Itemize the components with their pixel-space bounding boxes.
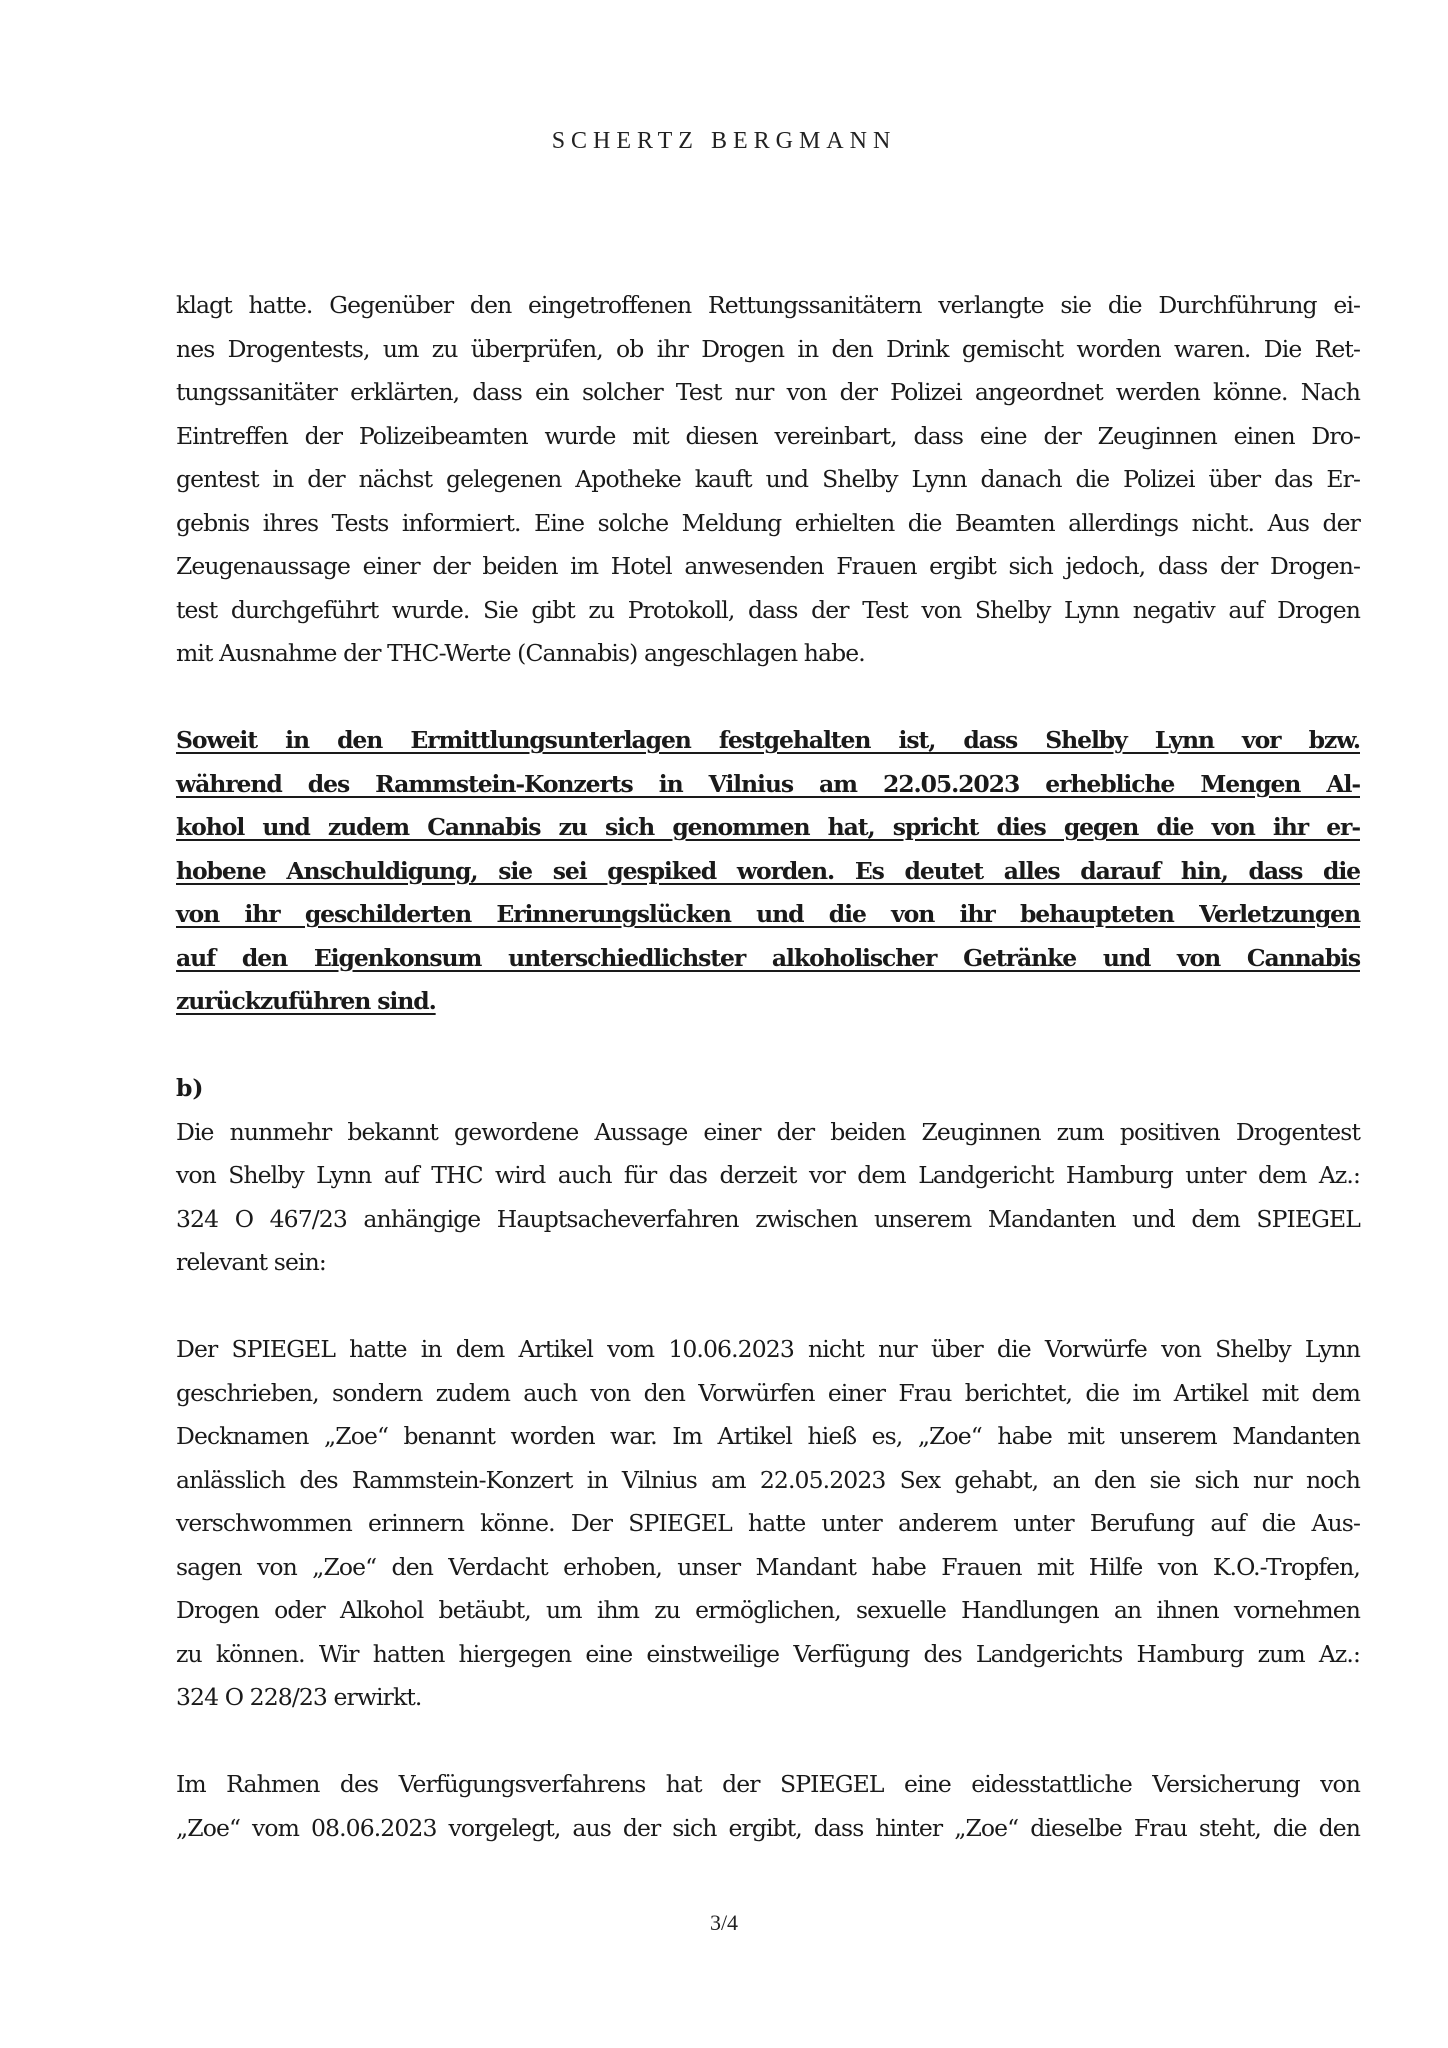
text-line: anlässlich des Rammstein-Konzert in Vilnius am 22.05.2023 Sex gehabt, an den sie sich nur noch bbox=[176, 1465, 1360, 1494]
paragraph-spacer bbox=[176, 1024, 1360, 1068]
text-line: hobene Anschuldigung, sie sei gespiked worden. Es deutet alles darauf hin, dass die bbox=[176, 856, 1360, 885]
text-line: sagen von „Zoe“ den Verdacht erhoben, unser Mandant habe Frauen mit Hilfe von K.O.-Tropfen, bbox=[176, 1552, 1360, 1581]
text-line: Eintreffen der Polizeibeamten wurde mit diesen vereinbart, dass eine der Zeuginnen einen Dro- bbox=[176, 421, 1360, 450]
text-line: Soweit in den Ermittlungsunterlagen festgehalten ist, dass Shelby Lynn vor bzw. bbox=[176, 726, 1360, 754]
text-line: von Shelby Lynn auf THC wird auch für das derzeit vor dem Landgericht Hamburg unter dem Az.: bbox=[176, 1161, 1360, 1189]
text-line: klagt hatte. Gegenüber den eingetroffenen Rettungssanitätern verlangte sie die Durchführung ei- bbox=[176, 291, 1360, 319]
text-line: Zeugenaussage einer der beiden im Hotel anwesenden Frauen ergibt sich jedoch, dass der Drogen- bbox=[176, 552, 1360, 580]
text-line: geschrieben, sondern zudem auch von den Vorwürfen einer Frau berichtet, die im Artikel mit dem bbox=[176, 1378, 1360, 1407]
text-line: auf den Eigenkonsum unterschiedlichster alkoholischer Getränke und von Cannabis bbox=[176, 943, 1360, 972]
paragraph-spiegel-article bbox=[176, 1328, 1360, 1720]
text-line: tungssanitäter erklärten, dass ein solcher Test nur von der Polizei angeordnet werden könne. Nach bbox=[176, 378, 1360, 406]
paragraph-spacer bbox=[176, 1720, 1360, 1764]
text-line: 324 O 228/23 erwirkt. bbox=[176, 1683, 422, 1711]
text-line: nes Drogentests, um zu überprüfen, ob ihr Drogen in den Drink gemischt worden waren. Die Ret- bbox=[176, 334, 1360, 363]
text-line: Drogen oder Alkohol betäubt, um ihm zu ermöglichen, sexuelle Handlungen an ihnen vornehmen bbox=[176, 1596, 1360, 1624]
paragraph-injunction-proceedings bbox=[176, 1763, 1360, 1850]
text-line: mit Ausnahme der THC-Werte (Cannabis) angeschlagen habe. bbox=[176, 639, 865, 667]
text-line: Die nunmehr bekannt gewordene Aussage einer der beiden Zeuginnen zum positiven Drogentest bbox=[176, 1117, 1360, 1146]
text-line: Im Rahmen des Verfügungsverfahrens hat der SPIEGEL eine eidesstattliche Versicherung von bbox=[176, 1770, 1360, 1798]
document-body bbox=[176, 284, 1360, 1850]
text-line: von ihr geschilderten Erinnerungslücken und die von ihr behaupteten Verletzungen bbox=[176, 900, 1360, 928]
text-line: zu können. Wir hatten hiergegen eine einstweilige Verfügung des Landgerichts Hamburg zum Az.: bbox=[176, 1639, 1360, 1668]
paragraph-emphasized-conclusion bbox=[176, 719, 1360, 1024]
text-line: gentest in der nächst gelegenen Apotheke kauft und Shelby Lynn danach die Polizei über das Er- bbox=[176, 465, 1360, 493]
text-line: Der SPIEGEL hatte in dem Artikel vom 10.06.2023 nicht nur über die Vorwürfe von Shelby Lynn bbox=[176, 1335, 1360, 1363]
text-line: 324 O 467/23 anhängige Hauptsacheverfahren zwischen unserem Mandanten und dem SPIEGEL bbox=[176, 1204, 1360, 1233]
paragraph-drug-test-account bbox=[176, 284, 1360, 676]
paragraph-witness-statement-relevance bbox=[176, 1111, 1360, 1285]
section-heading-b: b) bbox=[176, 1074, 204, 1102]
page-number: 3/4 bbox=[709, 1910, 739, 1935]
text-line: Decknamen „Zoe“ benannt worden war. Im Artikel hieß es, „Zoe“ habe mit unserem Mandanten bbox=[176, 1422, 1360, 1450]
text-line: verschwommen erinnern könne. Der SPIEGEL hatte unter anderem unter Berufung auf die Aus- bbox=[176, 1509, 1360, 1537]
letterhead-firm-name: SCHERTZ BERGMANN bbox=[551, 128, 897, 154]
text-line: gebnis ihres Tests informiert. Eine solche Meldung erhielten die Beamten allerdings nicht. Aus der bbox=[176, 508, 1360, 537]
paragraph-spacer bbox=[176, 676, 1360, 720]
text-line: kohol und zudem Cannabis zu sich genommen hat, spricht dies gegen die von ihr er- bbox=[176, 813, 1360, 841]
text-line: während des Rammstein-Konzerts in Vilnius am 22.05.2023 erhebliche Mengen Al- bbox=[176, 769, 1360, 798]
paragraph-spacer bbox=[176, 1285, 1360, 1329]
text-line: „Zoe“ vom 08.06.2023 vorgelegt, aus der sich ergibt, dass hinter „Zoe“ dieselbe Frau steht, die den bbox=[176, 1813, 1360, 1842]
text-line: zurückzuführen sind. bbox=[176, 987, 436, 1015]
text-line: relevant sein: bbox=[176, 1248, 326, 1276]
text-line: test durchgeführt wurde. Sie gibt zu Protokoll, dass der Test von Shelby Lynn negativ auf Drogen bbox=[176, 595, 1360, 624]
